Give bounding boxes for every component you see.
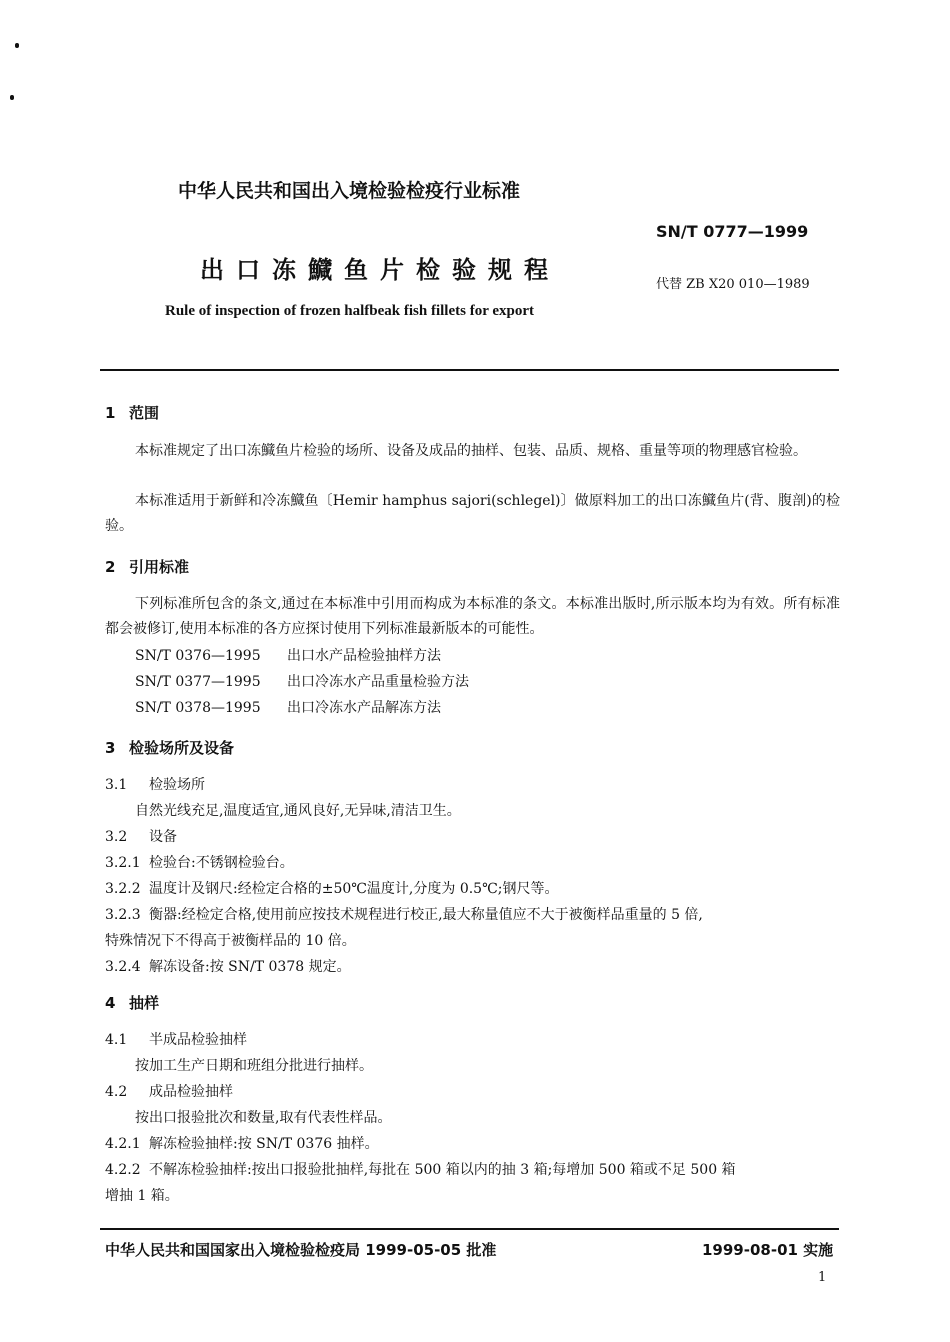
- document-title: 出口冻鱵鱼片检验规程: [200, 256, 560, 284]
- section-number: 3: [105, 739, 116, 757]
- scan-speck: [10, 95, 14, 100]
- scan-speck: [15, 43, 19, 48]
- section-1-heading: [105, 402, 159, 423]
- section-3-heading: [105, 737, 234, 758]
- section-1-paragraph-2: 本标准适用于新鲜和冷冻鱵鱼〔Hemir hamphus sajori(schlegel)〕做原料加工的出口冻鱵鱼片(背、腹剖)的检验。: [105, 493, 840, 534]
- section-title: 范围: [129, 404, 160, 422]
- clause-3-2-2: [105, 878, 558, 898]
- reference-title: 出口冷冻水产品重量检验方法: [287, 674, 469, 690]
- replaces-standard: 代替 ZB X20 010—1989: [656, 277, 810, 292]
- clause-number: 4.2.2: [105, 1162, 141, 1178]
- clause-number: 3.2.1: [105, 855, 141, 871]
- section-title: 抽样: [129, 994, 160, 1012]
- clause-number: 4.1: [105, 1032, 128, 1048]
- clause-3-2-4: [105, 956, 351, 976]
- issuer-title: 中华人民共和国出入境检验检疫行业标准: [178, 180, 521, 202]
- clause-3-2-3: [105, 904, 703, 924]
- footer-divider: [100, 1228, 839, 1230]
- section-number: 2: [105, 558, 116, 576]
- clause-title: 成品检验抽样: [149, 1084, 233, 1100]
- clause-title: 设备: [149, 829, 177, 845]
- clause-text: 衡器:经检定合格,使用前应按技术规程进行校正,最大称量值应不大于被衡样品重量的 5 倍,: [149, 907, 703, 923]
- clause-4-2-2: [105, 1159, 736, 1179]
- clause-number: 3.2.2: [105, 881, 141, 897]
- clause-title: 检验场所: [149, 777, 205, 793]
- clause-3-2: [105, 826, 177, 846]
- clause-4-1: [105, 1029, 247, 1049]
- clause-number: 4.2: [105, 1084, 128, 1100]
- section-2-paragraph: 下列标准所包含的条文,通过在本标准中引用而构成为本标准的条文。本标准出版时,所示版本均为有效。所有标准都会被修订,使用本标准的各方应探讨使用下列标准最新版本的可能性。: [105, 596, 840, 637]
- reference-title: 出口水产品检验抽样方法: [287, 648, 441, 664]
- clause-number: 3.2.4: [105, 959, 141, 975]
- clause-text: 检验台:不锈钢检验台。: [149, 855, 294, 871]
- section-4-heading: [105, 992, 159, 1013]
- clause-4-2-text: 按出口报验批次和数量,取有代表性样品。: [135, 1110, 392, 1126]
- header-divider: [100, 369, 839, 371]
- reference-item: [135, 671, 469, 691]
- section-title: 检验场所及设备: [129, 739, 235, 757]
- clause-title: 半成品检验抽样: [149, 1032, 247, 1048]
- clause-3-1-text: 自然光线充足,温度适宜,通风良好,无异味,清洁卫生。: [135, 803, 461, 819]
- section-title: 引用标准: [129, 558, 190, 576]
- clause-number: 3.2: [105, 829, 128, 845]
- reference-item: [135, 697, 441, 717]
- reference-code: SN/T 0378—1995: [135, 700, 261, 716]
- clause-4-2-1: [105, 1133, 379, 1153]
- section-1-paragraph-1: 本标准规定了出口冻鱵鱼片检验的场所、设备及成品的抽样、包装、品质、规格、重量等项的物理感官检验。: [135, 443, 807, 459]
- implementation-date: 1999-08-01 实施: [702, 1241, 834, 1259]
- clause-text: 不解冻检验抽样:按出口报验批抽样,每批在 500 箱以内的抽 3 箱;每增加 500 箱或不足 500 箱: [149, 1162, 736, 1178]
- standard-code: SN/T 0777—1999: [656, 222, 809, 241]
- page-number: 1: [818, 1270, 827, 1285]
- reference-item: [135, 645, 441, 665]
- clause-number: 4.2.1: [105, 1136, 141, 1152]
- english-title: Rule of inspection of frozen halfbeak fish fillets for export: [165, 303, 535, 319]
- clause-4-2-2-continuation: 增抽 1 箱。: [105, 1188, 179, 1204]
- reference-title: 出口冷冻水产品解冻方法: [287, 700, 441, 716]
- reference-code: SN/T 0376—1995: [135, 648, 261, 664]
- section-2-heading: [105, 556, 189, 577]
- clause-3-2-1: [105, 852, 294, 872]
- clause-number: 3.2.3: [105, 907, 141, 923]
- clause-4-1-text: 按加工生产日期和班组分批进行抽样。: [135, 1058, 373, 1074]
- clause-text: 解冻设备:按 SN/T 0378 规定。: [149, 959, 351, 975]
- clause-number: 3.1: [105, 777, 128, 793]
- clause-4-2: [105, 1081, 233, 1101]
- section-number: 4: [105, 994, 116, 1012]
- clause-text: 解冻检验抽样:按 SN/T 0376 抽样。: [149, 1136, 379, 1152]
- clause-3-2-3-continuation: 特殊情况下不得高于被衡样品的 10 倍。: [105, 933, 356, 949]
- clause-text: 温度计及钢尺:经检定合格的±50℃温度计,分度为 0.5℃;钢尺等。: [149, 881, 559, 897]
- reference-code: SN/T 0377—1995: [135, 674, 261, 690]
- clause-3-1: [105, 774, 205, 794]
- section-number: 1: [105, 404, 116, 422]
- approval-statement: 中华人民共和国国家出入境检验检疫局 1999-05-05 批准: [105, 1241, 497, 1259]
